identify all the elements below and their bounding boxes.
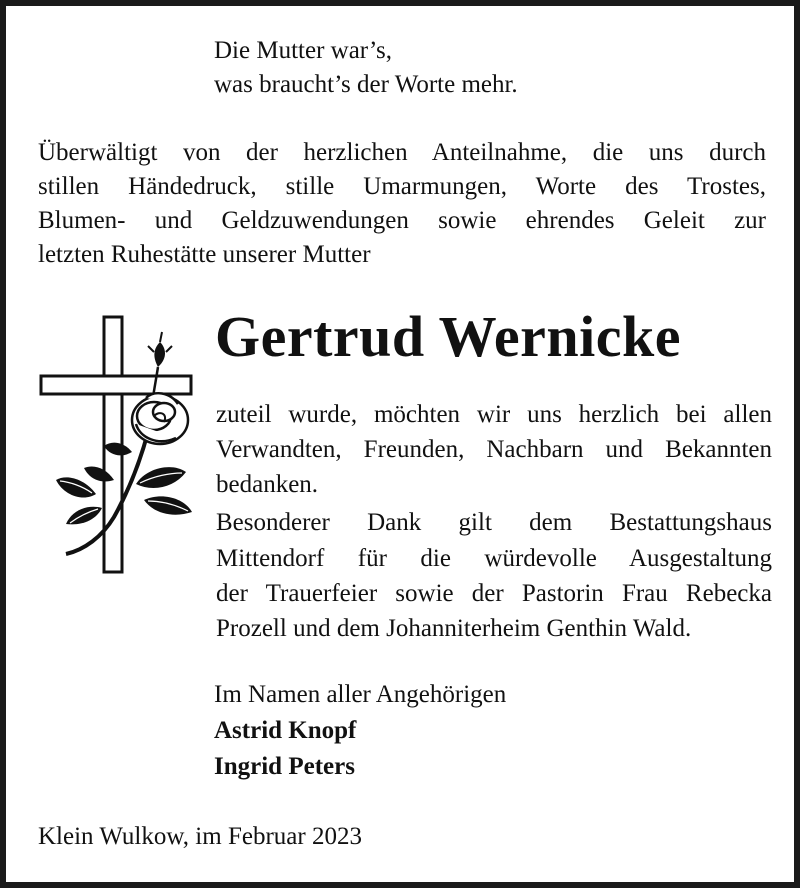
signature-intro: Im Namen aller Angehörigen <box>214 681 507 708</box>
thanks-line-1: zuteil wurde, möchten wir uns herzlich bei allen <box>216 401 772 428</box>
verse-line-2: was braucht’s der Worte mehr. <box>214 71 518 98</box>
intro-line-2: stillen Händedruck, stille Umarmungen, Worte des Trostes, <box>38 173 766 200</box>
thanks-line-7: Prozell und dem Johanniterheim Genthin Wald. <box>216 615 692 642</box>
place-date: Klein Wulkow, im Februar 2023 <box>38 823 362 850</box>
thanks-line-5: Mittendorf für die würdevolle Ausgestaltung <box>216 545 772 572</box>
intro-line-4: letzten Ruhestätte unserer Mutter <box>38 241 371 268</box>
verse-line-1: Die Mutter war’s, <box>214 37 392 64</box>
deceased-name: Gertrud Wernicke <box>215 304 682 369</box>
thanks-line-6: der Trauerfeier sowie der Pastorin Frau Rebecka <box>216 580 772 607</box>
thanks-line-2: Verwandten, Freunden, Nachbarn und Bekannten <box>216 436 772 463</box>
intro-line-3: Blumen- und Geldzuwendungen sowie ehrendes Geleit zur <box>38 207 766 234</box>
cross-with-rose-icon <box>36 312 196 578</box>
thanks-line-4: Besonderer Dank gilt dem Bestattungshaus <box>216 509 772 536</box>
intro-line-1: Überwältigt von der herzlichen Anteilnahme, die uns durch <box>38 139 766 166</box>
thanks-line-3: bedanken. <box>216 471 319 498</box>
signature-name-2: Ingrid Peters <box>214 753 355 780</box>
signature-name-1: Astrid Knopf <box>214 717 357 744</box>
